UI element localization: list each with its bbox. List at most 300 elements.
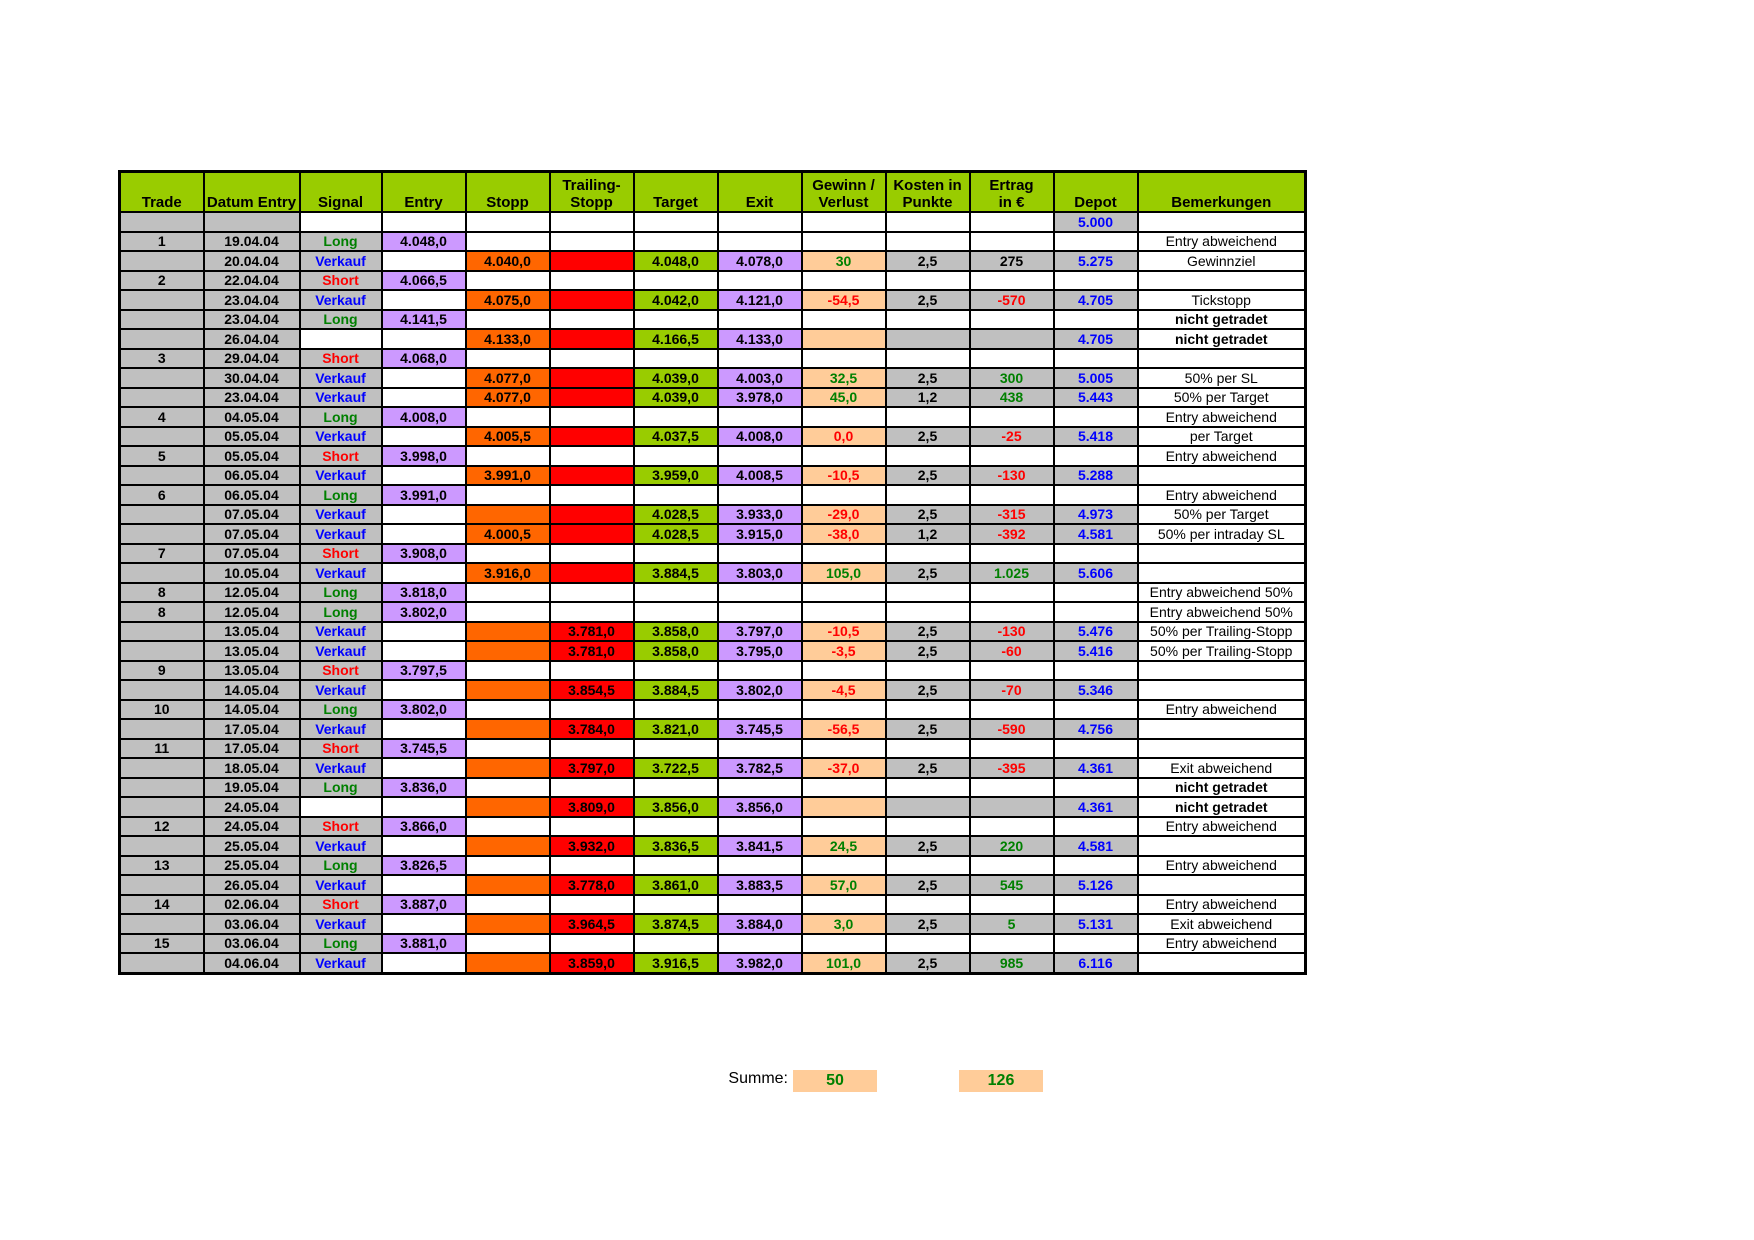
cell-stopp [466,797,550,817]
cell-signal: Short [300,817,382,837]
table-row [120,544,1306,564]
cell-trailing [550,271,634,291]
table-row [120,563,1306,583]
table-row [120,817,1306,837]
cell-stopp [466,934,550,954]
cell-trade: 9 [120,661,204,681]
cell-kosten: 2,5 [886,368,970,388]
cell-stopp [466,407,550,427]
cell-bem: Exit abweichend [1138,914,1306,934]
cell-exit [718,271,802,291]
cell-trade: 6 [120,485,204,505]
cell-signal: Short [300,446,382,466]
cell-stopp [466,953,550,973]
cell-bem: nicht getradet [1138,310,1306,330]
cell-entry [382,953,466,973]
cell-trailing [550,817,634,837]
cell-datum: 19.04.04 [204,232,300,252]
cell-entry: 3.745,5 [382,739,466,759]
header-gewinn-verlust: Gewinn / Verlust [802,172,886,213]
cell-kosten: 1,2 [886,388,970,408]
cell-trailing: 3.797,0 [550,758,634,778]
cell-trade: 13 [120,856,204,876]
cell-datum: 17.05.04 [204,719,300,739]
cell-stopp [466,212,550,232]
cell-depot: 4.705 [1054,329,1138,349]
header-kosten: Kosten in Punkte [886,172,970,213]
cell-exit [718,778,802,798]
cell-kosten: 2,5 [886,290,970,310]
cell-stopp [466,778,550,798]
table-row [120,836,1306,856]
cell-target: 3.884,5 [634,680,718,700]
cell-entry: 3.818,0 [382,583,466,603]
cell-ertrag: 545 [970,875,1054,895]
cell-kosten: 2,5 [886,875,970,895]
cell-entry [382,524,466,544]
cell-entry [382,680,466,700]
cell-trailing: 3.964,5 [550,914,634,934]
cell-ertrag [970,329,1054,349]
cell-ertrag [970,856,1054,876]
cell-ertrag: -590 [970,719,1054,739]
cell-gewinn [802,271,886,291]
cell-signal: Verkauf [300,563,382,583]
cell-bem: Entry abweichend [1138,446,1306,466]
cell-ertrag [970,661,1054,681]
cell-exit [718,583,802,603]
cell-target: 3.916,5 [634,953,718,973]
cell-bem: Gewinnziel [1138,251,1306,271]
cell-depot [1054,407,1138,427]
cell-depot [1054,485,1138,505]
table-row [120,641,1306,661]
cell-gewinn [802,232,886,252]
table-row [120,310,1306,330]
cell-ertrag [970,895,1054,915]
cell-gewinn: 24,5 [802,836,886,856]
cell-exit: 3.915,0 [718,524,802,544]
cell-gewinn [802,310,886,330]
cell-gewinn: -4,5 [802,680,886,700]
cell-target [634,232,718,252]
cell-datum: 17.05.04 [204,739,300,759]
cell-datum: 03.06.04 [204,914,300,934]
cell-depot: 4.581 [1054,524,1138,544]
cell-gewinn: 32,5 [802,368,886,388]
cell-gewinn [802,856,886,876]
cell-ertrag [970,583,1054,603]
cell-trailing [550,407,634,427]
cell-stopp [466,875,550,895]
cell-signal: Short [300,544,382,564]
cell-stopp: 4.133,0 [466,329,550,349]
cell-exit: 3.782,5 [718,758,802,778]
cell-exit [718,407,802,427]
cell-trade [120,797,204,817]
cell-depot: 5.000 [1054,212,1138,232]
header-depot: Depot [1054,172,1138,213]
cell-kosten [886,232,970,252]
cell-gewinn [802,739,886,759]
cell-trade [120,212,204,232]
cell-datum: 03.06.04 [204,934,300,954]
cell-kosten [886,602,970,622]
table-row [120,524,1306,544]
cell-datum: 23.04.04 [204,290,300,310]
cell-gewinn [802,349,886,369]
cell-exit: 3.841,5 [718,836,802,856]
cell-kosten [886,271,970,291]
table-row [120,271,1306,291]
cell-target [634,271,718,291]
table-row [120,602,1306,622]
cell-entry: 4.066,5 [382,271,466,291]
cell-kosten: 1,2 [886,524,970,544]
cell-bem [1138,739,1306,759]
cell-gewinn [802,661,886,681]
table-row [120,934,1306,954]
cell-stopp [466,641,550,661]
cell-stopp: 4.000,5 [466,524,550,544]
cell-gewinn: -54,5 [802,290,886,310]
cell-kosten [886,583,970,603]
cell-target [634,602,718,622]
cell-trade [120,427,204,447]
cell-bem [1138,212,1306,232]
cell-depot: 4.581 [1054,836,1138,856]
cell-bem: 50% per Trailing-Stopp [1138,622,1306,642]
cell-kosten [886,856,970,876]
cell-gewinn: 30 [802,251,886,271]
cell-trade: 8 [120,583,204,603]
cell-exit: 4.078,0 [718,251,802,271]
cell-trade [120,836,204,856]
cell-depot: 4.361 [1054,758,1138,778]
cell-gewinn: 57,0 [802,875,886,895]
cell-gewinn: -29,0 [802,505,886,525]
table-row [120,680,1306,700]
cell-gewinn [802,446,886,466]
cell-trade [120,778,204,798]
cell-kosten [886,661,970,681]
cell-trade [120,914,204,934]
table-row [120,797,1306,817]
cell-exit: 4.121,0 [718,290,802,310]
table-row [120,232,1306,252]
cell-entry: 3.836,0 [382,778,466,798]
cell-signal: Verkauf [300,505,382,525]
cell-ertrag: -392 [970,524,1054,544]
cell-trailing: 3.932,0 [550,836,634,856]
cell-trailing [550,895,634,915]
cell-trade [120,622,204,642]
cell-gewinn [802,583,886,603]
cell-datum: 24.05.04 [204,817,300,837]
cell-datum: 13.05.04 [204,622,300,642]
cell-trailing [550,544,634,564]
cell-gewinn: 45,0 [802,388,886,408]
cell-ertrag: -70 [970,680,1054,700]
cell-exit: 3.982,0 [718,953,802,973]
table-row [120,251,1306,271]
cell-depot [1054,544,1138,564]
cell-kosten [886,739,970,759]
cell-trailing [550,700,634,720]
table-row [120,719,1306,739]
cell-target: 4.039,0 [634,388,718,408]
cell-stopp: 4.005,5 [466,427,550,447]
cell-bem [1138,836,1306,856]
cell-stopp: 3.991,0 [466,466,550,486]
cell-depot [1054,602,1138,622]
header-row [120,172,1306,213]
cell-bem [1138,875,1306,895]
cell-entry: 3.797,5 [382,661,466,681]
cell-datum: 23.04.04 [204,310,300,330]
cell-gewinn: -3,5 [802,641,886,661]
cell-trailing: 3.781,0 [550,622,634,642]
cell-depot: 5.416 [1054,641,1138,661]
header-entry: Entry [382,172,466,213]
cell-bem: nicht getradet [1138,797,1306,817]
cell-ertrag: -395 [970,758,1054,778]
cell-trailing: 3.854,5 [550,680,634,700]
cell-target [634,895,718,915]
header-datum-entry: Datum Entry [204,172,300,213]
cell-depot: 4.361 [1054,797,1138,817]
cell-exit [718,485,802,505]
cell-bem: Entry abweichend [1138,934,1306,954]
cell-signal: Short [300,349,382,369]
cell-bem: Entry abweichend [1138,700,1306,720]
cell-target [634,310,718,330]
cell-kosten: 2,5 [886,251,970,271]
cell-exit [718,212,802,232]
cell-stopp [466,836,550,856]
cell-trailing [550,505,634,525]
cell-depot [1054,934,1138,954]
cell-target: 3.861,0 [634,875,718,895]
cell-ertrag [970,349,1054,369]
cell-entry [382,797,466,817]
cell-datum: 22.04.04 [204,271,300,291]
cell-kosten [886,329,970,349]
cell-target: 4.042,0 [634,290,718,310]
cell-stopp [466,895,550,915]
cell-stopp [466,856,550,876]
cell-entry [382,329,466,349]
summary-ertrag: 126 [959,1070,1043,1092]
cell-bem [1138,661,1306,681]
cell-stopp [466,232,550,252]
cell-target: 4.037,5 [634,427,718,447]
cell-trailing [550,290,634,310]
table-row [120,661,1306,681]
table-row [120,485,1306,505]
cell-exit [718,446,802,466]
cell-kosten [886,700,970,720]
cell-signal: Verkauf [300,680,382,700]
cell-bem: Entry abweichend [1138,817,1306,837]
cell-signal: Short [300,271,382,291]
cell-depot: 4.705 [1054,290,1138,310]
cell-bem: Entry abweichend 50% [1138,583,1306,603]
cell-bem: Entry abweichend 50% [1138,602,1306,622]
cell-exit: 3.933,0 [718,505,802,525]
cell-exit: 3.884,0 [718,914,802,934]
cell-stopp [466,349,550,369]
cell-target: 4.039,0 [634,368,718,388]
cell-entry: 3.887,0 [382,895,466,915]
cell-exit: 4.008,0 [718,427,802,447]
cell-ertrag [970,817,1054,837]
cell-trailing [550,310,634,330]
cell-trailing [550,524,634,544]
cell-target [634,544,718,564]
cell-target: 4.028,5 [634,505,718,525]
cell-ertrag [970,934,1054,954]
cell-kosten: 2,5 [886,505,970,525]
cell-signal: Verkauf [300,622,382,642]
table-row [120,427,1306,447]
cell-exit [718,934,802,954]
cell-exit [718,817,802,837]
cell-stopp [466,700,550,720]
cell-ertrag: -315 [970,505,1054,525]
cell-exit: 3.797,0 [718,622,802,642]
cell-stopp [466,817,550,837]
cell-datum: 23.04.04 [204,388,300,408]
cell-entry: 3.991,0 [382,485,466,505]
cell-stopp [466,485,550,505]
cell-trade: 1 [120,232,204,252]
cell-ertrag: 438 [970,388,1054,408]
cell-depot [1054,310,1138,330]
cell-kosten [886,446,970,466]
cell-datum: 04.06.04 [204,953,300,973]
cell-bem [1138,466,1306,486]
cell-datum: 29.04.04 [204,349,300,369]
cell-gewinn: -56,5 [802,719,886,739]
cell-bem [1138,544,1306,564]
cell-signal: Long [300,310,382,330]
cell-exit [718,310,802,330]
cell-ertrag [970,778,1054,798]
cell-ertrag: -25 [970,427,1054,447]
cell-trade [120,524,204,544]
cell-datum: 05.05.04 [204,427,300,447]
cell-signal: Long [300,583,382,603]
cell-depot [1054,895,1138,915]
cell-target [634,485,718,505]
cell-trailing [550,388,634,408]
cell-entry: 3.908,0 [382,544,466,564]
cell-bem: per Target [1138,427,1306,447]
cell-ertrag [970,700,1054,720]
cell-datum: 25.05.04 [204,856,300,876]
cell-ertrag: 985 [970,953,1054,973]
cell-trade: 5 [120,446,204,466]
trade-journal-table [118,170,1307,975]
cell-signal: Verkauf [300,719,382,739]
cell-trailing [550,368,634,388]
cell-kosten [886,544,970,564]
cell-signal [300,212,382,232]
cell-trade: 4 [120,407,204,427]
cell-datum: 14.05.04 [204,680,300,700]
cell-gewinn [802,485,886,505]
cell-kosten [886,895,970,915]
cell-exit: 4.008,5 [718,466,802,486]
cell-signal: Long [300,778,382,798]
cell-bem: nicht getradet [1138,778,1306,798]
cell-entry [382,212,466,232]
table-row [120,446,1306,466]
cell-bem [1138,563,1306,583]
cell-stopp [466,271,550,291]
cell-ertrag [970,602,1054,622]
cell-trailing [550,329,634,349]
summary-gewinn: 50 [793,1070,877,1092]
cell-kosten [886,485,970,505]
cell-bem: Entry abweichend [1138,856,1306,876]
cell-gewinn [802,212,886,232]
cell-trade: 2 [120,271,204,291]
cell-stopp: 4.040,0 [466,251,550,271]
summary-label: Summe: [728,1070,788,1087]
cell-kosten: 2,5 [886,466,970,486]
cell-ertrag [970,271,1054,291]
cell-trade [120,680,204,700]
cell-datum: 25.05.04 [204,836,300,856]
cell-kosten: 2,5 [886,953,970,973]
cell-target [634,583,718,603]
cell-ertrag [970,739,1054,759]
cell-depot: 5.606 [1054,563,1138,583]
cell-trailing [550,466,634,486]
cell-kosten [886,212,970,232]
cell-trade [120,388,204,408]
cell-ertrag [970,446,1054,466]
header-signal: Signal [300,172,382,213]
cell-ertrag: -570 [970,290,1054,310]
cell-trailing [550,661,634,681]
cell-trailing [550,602,634,622]
cell-gewinn [802,895,886,915]
cell-target [634,661,718,681]
cell-entry [382,427,466,447]
cell-signal: Verkauf [300,914,382,934]
cell-trade [120,875,204,895]
cell-trade [120,290,204,310]
cell-signal: Long [300,856,382,876]
cell-signal: Verkauf [300,368,382,388]
cell-entry [382,290,466,310]
cell-datum: 02.06.04 [204,895,300,915]
cell-exit: 3.856,0 [718,797,802,817]
cell-bem [1138,349,1306,369]
cell-datum: 14.05.04 [204,700,300,720]
cell-trade [120,329,204,349]
cell-entry [382,914,466,934]
cell-gewinn [802,407,886,427]
cell-bem: 50% per Target [1138,388,1306,408]
cell-ertrag: -130 [970,466,1054,486]
table-row [120,388,1306,408]
cell-trailing: 3.784,0 [550,719,634,739]
cell-entry [382,875,466,895]
